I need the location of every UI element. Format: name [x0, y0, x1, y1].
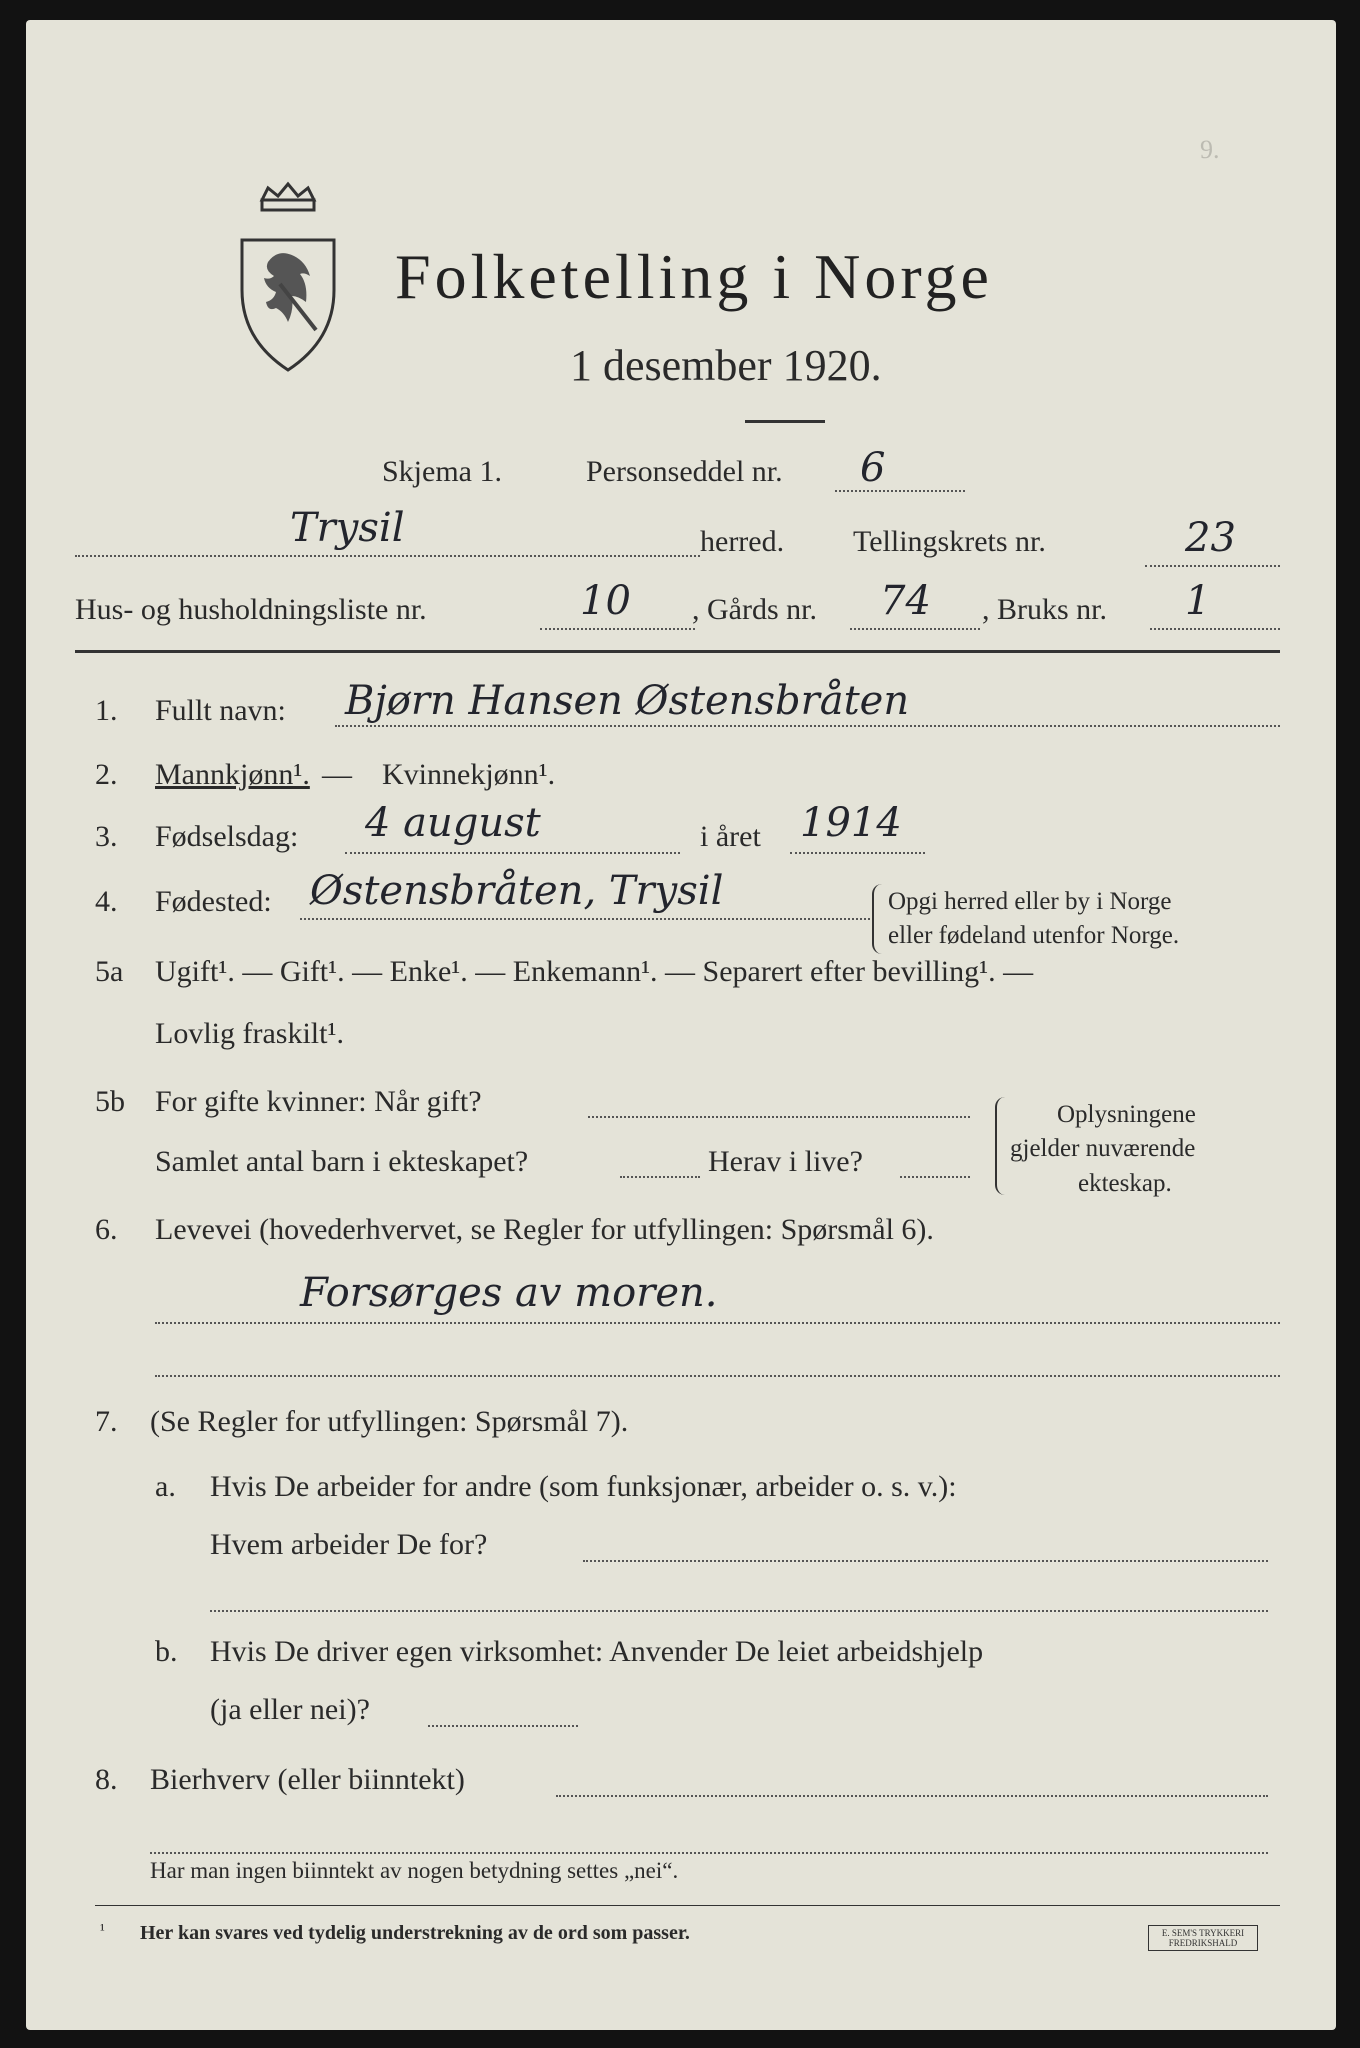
header-separator: [75, 650, 1280, 653]
q4-number: 4.: [95, 885, 118, 918]
q5b-children-label: Samlet antal barn i ekteskapet?: [155, 1145, 529, 1178]
q5a-options-line2: Lovlig fraskilt¹.: [155, 1017, 344, 1050]
husliste-value: 10: [580, 578, 631, 624]
herred-line: [75, 555, 700, 557]
q5b-married-label: For gifte kvinner: Når gift?: [155, 1085, 482, 1118]
q2-number: 2.: [95, 758, 118, 791]
title-divider: [745, 420, 825, 423]
herred-label: herred.: [700, 525, 785, 558]
census-date: 1 desember 1920.: [570, 341, 882, 390]
q7a-number: a.: [155, 1470, 176, 1503]
gaards-label: , Gårds nr.: [692, 593, 817, 626]
footer-separator: [95, 1905, 1280, 1906]
tellingskrets-line: [1145, 565, 1280, 567]
q1-number: 1.: [95, 694, 118, 727]
personseddel-line: [835, 490, 965, 492]
footer-note: Har man ingen biinntekt av nogen betydning settes „nei“.: [150, 1858, 679, 1883]
q4-value: Østensbråten, Trysil: [310, 868, 724, 914]
q6-label: Levevei (hovederhvervet, se Regler for utfyllingen: Spørsmål 6).: [155, 1213, 934, 1246]
q6-value: Forsørges av moren.: [300, 1270, 718, 1316]
q3-date-value: 4 august: [365, 800, 541, 846]
q5b-brace: [995, 1097, 1007, 1195]
q6-line2: [155, 1375, 1280, 1377]
tellingskrets-label: Tellingskrets nr.: [853, 525, 1046, 558]
q2-male-option: Mannkjønn¹.: [155, 758, 310, 791]
q7a-line1: Hvis De arbeider for andre (som funksjonær, arbeider o. s. v.):: [210, 1470, 957, 1503]
q1-line: [335, 725, 1280, 727]
bruks-label: , Bruks nr.: [982, 593, 1108, 626]
personseddel-value: 6: [860, 445, 886, 491]
herred-value: Trysil: [290, 505, 405, 551]
q7a-line2: Hvem arbeider De for?: [210, 1528, 488, 1561]
q3-year-value: 1914: [800, 800, 902, 846]
q7b-line2: (ja eller nei)?: [210, 1693, 370, 1726]
q2-separator: —: [322, 758, 352, 791]
q8-line: [556, 1795, 1268, 1797]
q4-line: [300, 918, 870, 920]
norwegian-coat-of-arms-icon: [232, 180, 344, 376]
printer-stamp: E. SEM'S TRYKKERI FREDRIKSHALD: [1148, 1925, 1258, 1951]
bruks-line: [1150, 628, 1280, 630]
q5b-alive-line: [900, 1176, 970, 1178]
bruks-value: 1: [1185, 578, 1211, 624]
q7-label: (Se Regler for utfyllingen: Spørsmål 7).: [150, 1405, 629, 1438]
tellingskrets-value: 23: [1185, 515, 1236, 561]
form-title: Folketelling i Norge: [395, 241, 993, 312]
husliste-label: Hus- og husholdningsliste nr.: [75, 593, 427, 626]
q5b-married-line: [588, 1116, 970, 1118]
q7b-line1: Hvis De driver egen virksomhet: Anvender De leiet arbeidshjelp: [210, 1635, 984, 1668]
q5b-note-line1: Oplysningene: [1057, 1101, 1196, 1128]
q7b-number: b.: [155, 1635, 178, 1668]
q4-note-line1: Opgi herred eller by i Norge: [888, 888, 1172, 915]
q3-number: 3.: [95, 820, 118, 853]
personseddel-label: Personseddel nr.: [586, 455, 783, 488]
q3-year-label: i året: [700, 820, 761, 853]
q5b-note-line3: ekteskap.: [1078, 1170, 1172, 1197]
q5b-note-line2: gjelder nuværende: [1010, 1135, 1196, 1162]
q7b-line: [428, 1725, 578, 1727]
q5b-number: 5b: [95, 1085, 125, 1118]
q2-female-option: Kvinnekjønn¹.: [382, 758, 556, 791]
gaards-line: [850, 628, 980, 630]
q1-value: Bjørn Hansen Østensbråten: [345, 678, 910, 724]
q7a-line: [583, 1560, 1268, 1562]
q7a-line2-blank: [210, 1610, 1268, 1612]
q5b-children-line: [620, 1176, 700, 1178]
q8-line2: [150, 1852, 1268, 1854]
q1-label: Fullt navn:: [155, 694, 286, 727]
q3-label: Fødselsdag:: [155, 820, 299, 853]
q4-label: Fødested:: [155, 885, 272, 918]
q3-year-line: [790, 852, 925, 854]
q6-line1: [155, 1322, 1280, 1324]
skjema-label: Skjema 1.: [382, 455, 502, 488]
footnote-text: Her kan svares ved tydelig understrekning av de ord som passer.: [140, 1922, 690, 1944]
q4-brace: [872, 884, 884, 954]
bleedthrough-text: 9.: [1200, 135, 1220, 164]
husliste-line: [540, 628, 695, 630]
gaards-value: 74: [880, 578, 931, 624]
q3-date-line: [345, 852, 680, 854]
q8-number: 8.: [95, 1763, 118, 1796]
q5a-options-line1: Ugift¹. — Gift¹. — Enke¹. — Enkemann¹. — Separert efter bevilling¹. —: [155, 955, 1034, 988]
q8-label: Bierhverv (eller biinntekt): [150, 1763, 465, 1796]
q4-note-line2: eller fødeland utenfor Norge.: [888, 922, 1180, 949]
q6-number: 6.: [95, 1213, 118, 1246]
footnote-mark: ¹: [100, 1922, 105, 1939]
q5a-number: 5a: [95, 955, 124, 988]
q5b-alive-label: Herav i live?: [708, 1145, 863, 1178]
q7-number: 7.: [95, 1405, 118, 1438]
